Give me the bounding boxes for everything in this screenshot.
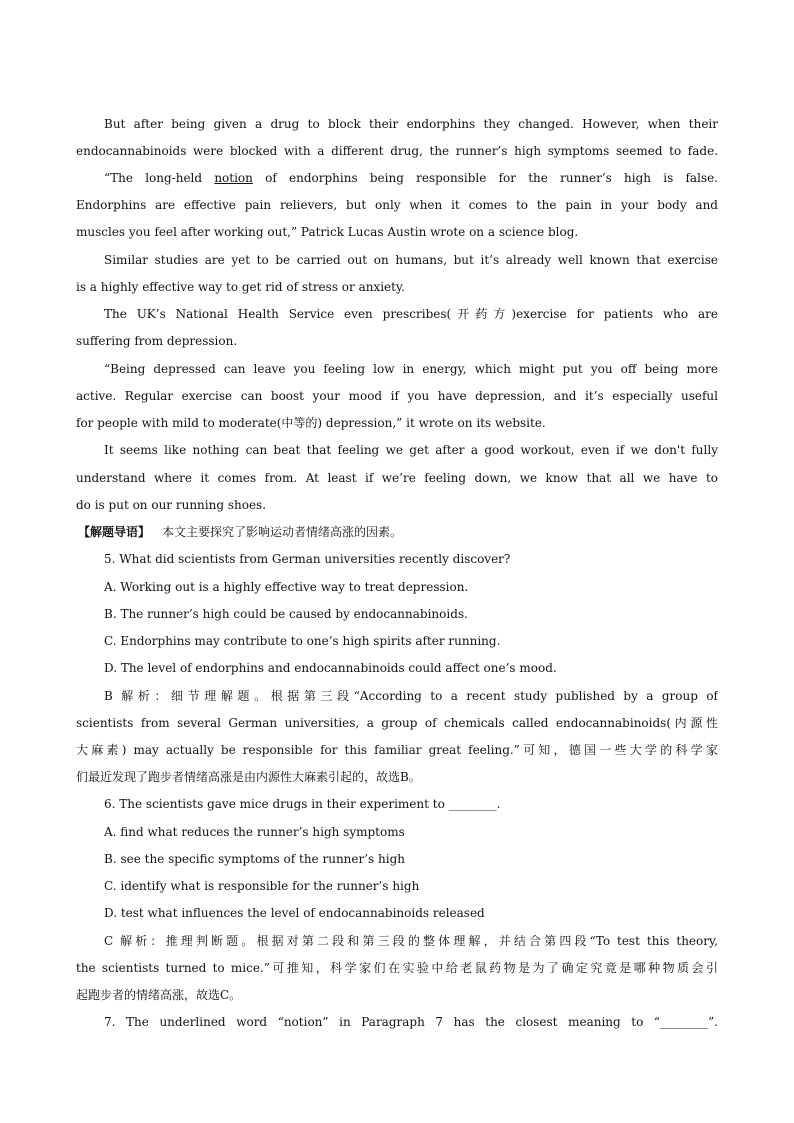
q5-answer-line2: scientists from several German universities, a group of chemicals called endocannabinoids(内源性 (76, 716, 718, 730)
p2-line1-end: of endorphins being responsible for the runner’s high is false. (252, 171, 718, 185)
p2-line3: muscles you feel after working out,” Patrick Lucas Austin wrote on a science blog. (76, 225, 579, 239)
p2-line2: Endorphins are effective pain relievers, but only when it comes to the pain in your body and (76, 198, 718, 212)
q5-answer-line1: B 解析：细节理解题。根据第三段“According to a recent study published by a group of (104, 689, 718, 703)
q5-answer-line3: 大麻素) may actually be responsible for this familiar great feeling.”可知，德国一些大学的科学家 (76, 743, 718, 757)
guide-text: 本文主要探究了影响运动者情绪高涨的因素。 (162, 525, 403, 539)
q6-stem: 6. The scientists gave mice drugs in their experiment to ________. (104, 797, 501, 811)
p6-line1: It seems like nothing can beat that feeling we get after a good workout, even if we don't fully (104, 443, 718, 457)
p1-line2: endocannabinoids were blocked with a different drug, the runner’s high symptoms seemed to fade. (76, 144, 718, 158)
q6-answer-line1: C 解析：推理判断题。根据对第二段和第三段的整体理解，并结合第四段“To test this theory, (104, 934, 718, 948)
p4-line1: The UK’s National Health Service even prescribes(开药方)exercise for patients who are (104, 307, 718, 321)
q5-option-a: A. Working out is a highly effective way to treat depression. (104, 580, 469, 594)
p1-line1: But after being given a drug to block their endorphins they changed. However, when their (104, 117, 718, 131)
q6-answer-line3: 起跑步者的情绪高涨，故选C。 (76, 988, 242, 1002)
q5-option-b: B. The runner’s high could be caused by endocannabinoids. (104, 607, 468, 621)
q6-option-b: B. see the specific symptoms of the runner’s high (104, 852, 405, 866)
p5-line1: “Being depressed can leave you feeling low in energy, which might put you off being more (104, 362, 718, 376)
p5-line3: for people with mild to moderate(中等的) depression,” it wrote on its website. (76, 416, 546, 430)
q5-option-c: C. Endorphins may contribute to one’s high spirits after running. (104, 634, 501, 648)
q7-stem: 7. The underlined word “notion” in Paragraph 7 has the closest meaning to “________”. (104, 1015, 718, 1029)
q6-option-d: D. test what influences the level of endocannabinoids released (104, 906, 485, 920)
p3-line2: is a highly effective way to get rid of stress or anxiety. (76, 280, 405, 294)
p4-line2: suffering from depression. (76, 334, 238, 348)
p6-line2: understand where it comes from. At least if we’re feeling down, we know that all we have to (76, 471, 718, 485)
q6-option-c: C. identify what is responsible for the runner’s high (104, 879, 420, 893)
p3-line1: Similar studies are yet to be carried out on humans, but it’s already well known that exercise (104, 253, 718, 267)
p2-line1-start: “The long-held (104, 171, 215, 185)
q5-option-d: D. The level of endorphins and endocannabinoids could affect one’s mood. (104, 661, 557, 675)
p2-line1 (104, 170, 718, 186)
q6-answer-line2: the scientists turned to mice.”可推知，科学家们在实验中给老鼠药物是为了确定究竟是哪种物质会引 (76, 961, 718, 975)
p6-line3: do is put on our running shoes. (76, 498, 267, 512)
q6-option-a: A. find what reduces the runner’s high symptoms (104, 825, 405, 839)
q5-stem: 5. What did scientists from German universities recently discover? (104, 552, 511, 566)
p5-line2: active. Regular exercise can boost your mood if you have depression, and it’s especially useful (76, 389, 718, 403)
guide (78, 524, 720, 540)
underlined-word-notion: notion (214, 171, 253, 185)
guide-label: 【解题导语】 (78, 525, 151, 539)
q5-answer-line4: 们最近发现了跑步者情绪高涨是由内源性大麻素引起的，故选B。 (76, 770, 421, 784)
